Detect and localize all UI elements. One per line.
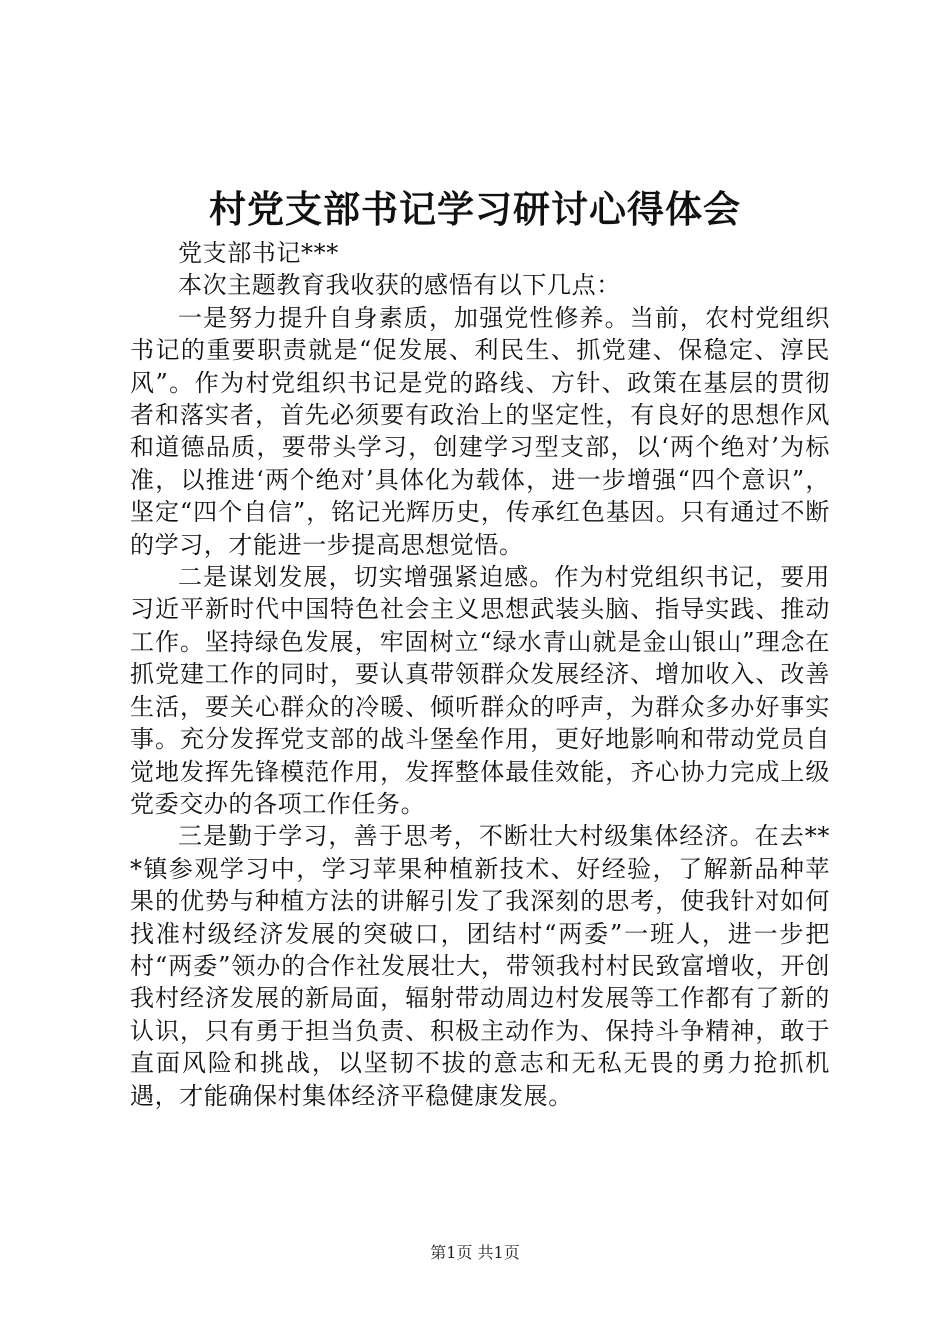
intro-paragraph: 本次主题教育我收获的感悟有以下几点：	[178, 271, 621, 300]
paragraph-point-three: 三是勤于学习，善于思考，不断壮大村级集体经济。在去***镇参观学习中，学习苹果种植新技术、好经验，了解新品种苹果的优势与种植方法的讲解引发了我深刻的思考，使我针对如何找准村级经济发展的突破口，团结村“两委”一班人，进一步把村“两委”领办的合作社发展壮大，带领我村村民致富增收，开创我村经济发展的新局面，辐射带动周边村发展等工作都有了新的认识，只有勇于担当负责、积极主动作为、保持斗争精神，敢于直面风险和挑战，以坚韧不拔的意志和无私无畏的勇力抢抓机遇，才能确保村集体经济平稳健康发展。	[130, 822, 830, 1110]
paragraph-point-two: 二是谋划发展，切实增强紧迫感。作为村党组织书记，要用习近平新时代中国特色社会主义思想武装头脑、指导实践、推动工作。坚持绿色发展，牢固树立“绿水青山就是金山银山”理念在抓党建工作的同时，要认真带领群众发展经济、增加收入、改善生活，要关心群众的冷暖、倾听群众的呼声，为群众多办好事实事。充分发挥党支部的战斗堡垒作用，更好地影响和带动党员自觉地发挥先锋模范作用，发挥整体最佳效能，齐心协力完成上级党委交办的各项工作任务。	[130, 563, 830, 818]
document-body	[130, 237, 830, 1112]
author-line: 党支部书记***	[178, 239, 339, 267]
paragraph-point-one: 一是努力提升自身素质，加强党性修养。当前，农村党组织书记的重要职责就是“促发展、利民生、抓党建、保稳定、淳民风”。作为村党组织书记是党的路线、方针、政策在基层的贯彻者和落实者，首先必须要有政治上的坚定性，有良好的思想作风和道德品质，要带头学习，创建学习型支部，以‘两个绝对’为标准，以推进‘两个绝对’具体化为载体，进一步增强“四个意识”，坚定“四个自信”，铭记光辉历史，传承红色基因。只有通过不断的学习，才能进一步提高思想觉悟。	[130, 303, 830, 559]
document-title: 村党支部书记学习研讨心得体会	[209, 187, 741, 231]
page-number-footer: 第1页 共1页	[430, 1243, 520, 1262]
